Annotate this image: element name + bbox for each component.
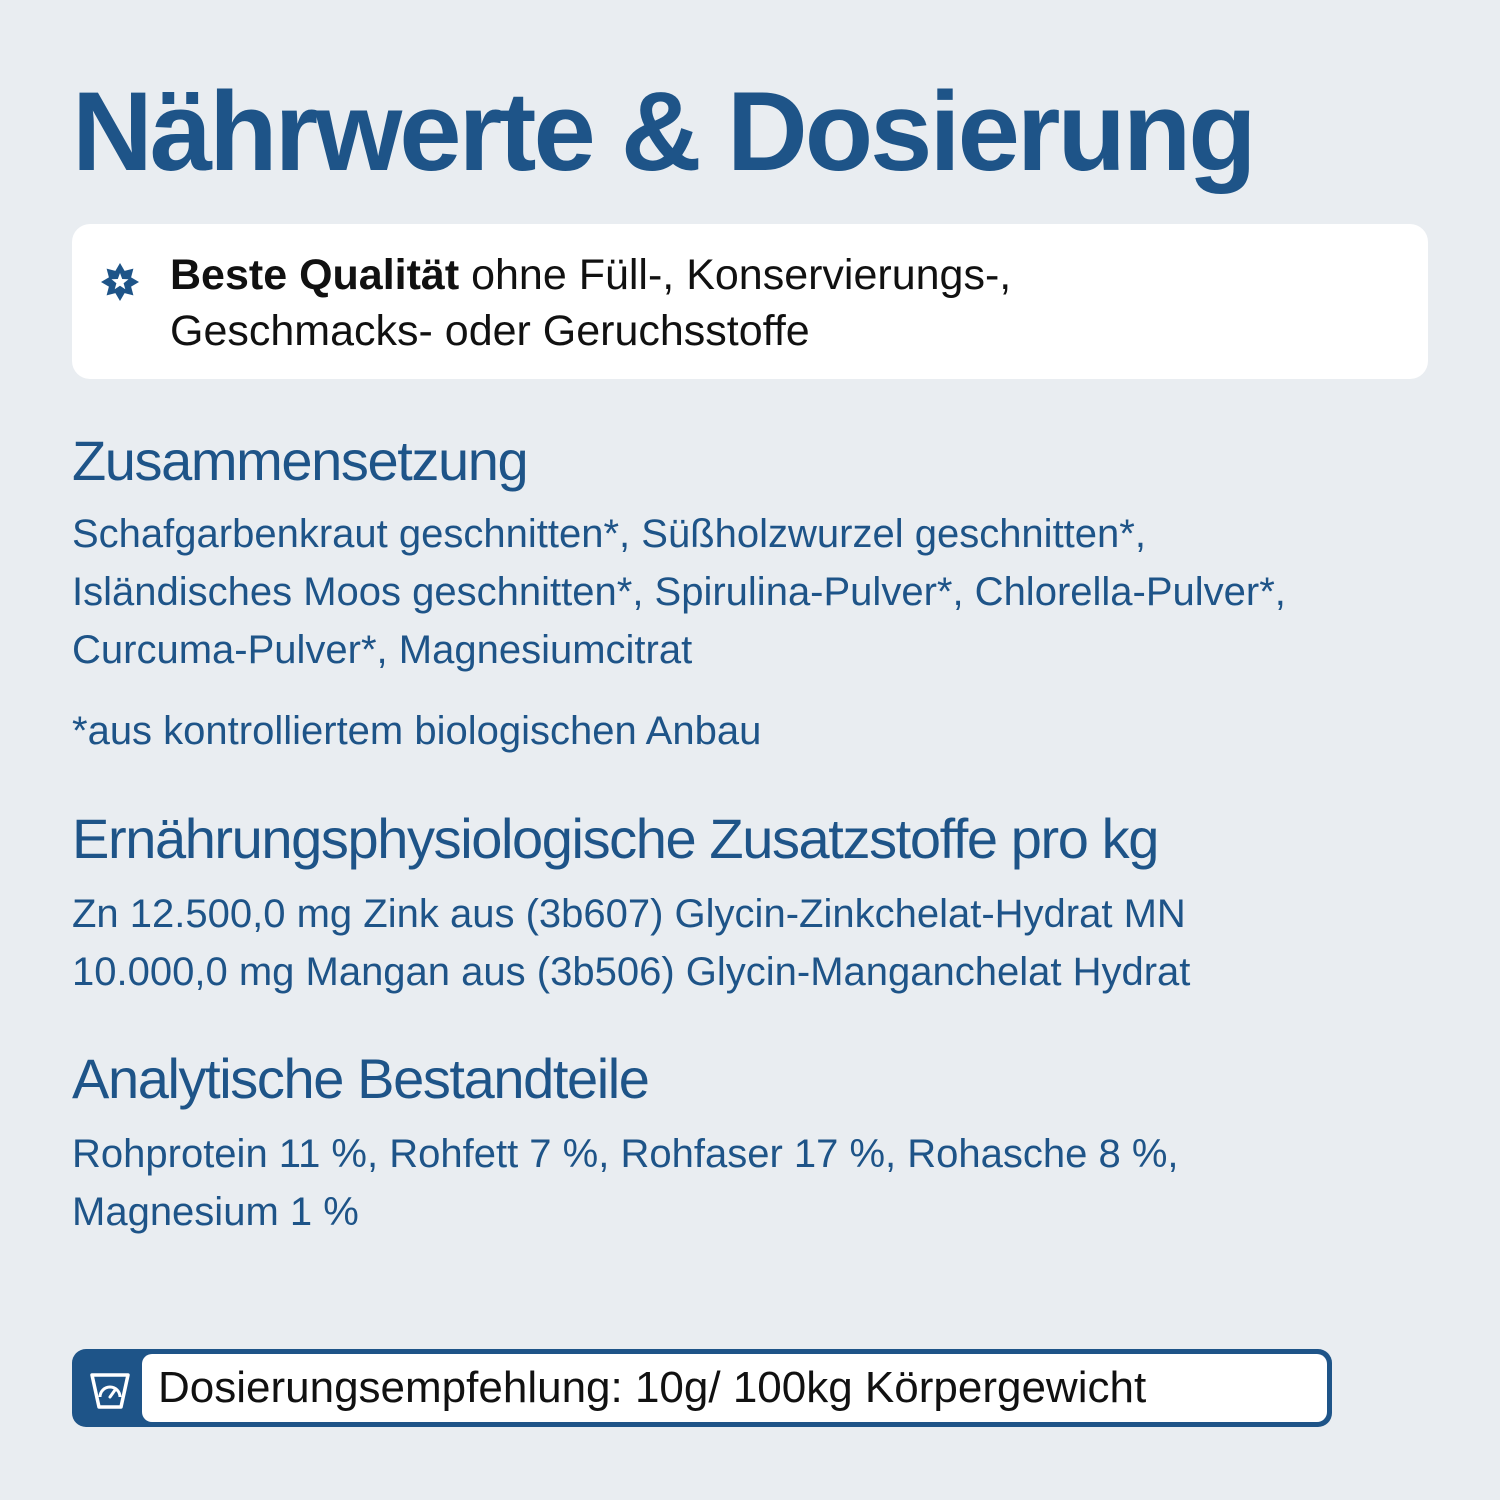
- composition-heading: Zusammensetzung: [72, 429, 528, 492]
- quality-banner: [72, 224, 1428, 379]
- quality-text-line2: Geschmacks- oder Geruchsstoffe: [170, 307, 810, 355]
- composition-list: [72, 505, 1452, 679]
- quality-statement: [170, 247, 1370, 359]
- analytics-list: [72, 1125, 1452, 1241]
- analytics-line: Rohprotein 11 %, Rohfett 7 %, Rohfaser 17 %, Rohasche 8 %,: [72, 1132, 1179, 1176]
- additives-heading: Ernährungsphysiologische Zusatzstoffe pro kg: [72, 807, 1159, 870]
- page-title: Nährwerte & Dosierung: [72, 69, 1254, 194]
- composition-footnote: *aus kontrolliertem biologischen Anbau: [72, 709, 762, 753]
- scale-icon: [88, 1367, 132, 1411]
- composition-line: Schafgarbenkraut geschnitten*, Süßholzwurzel geschnitten*,: [72, 512, 1146, 556]
- additives-list: [72, 885, 1452, 1001]
- dosage-recommendation: [72, 1349, 1332, 1427]
- composition-line: Isländisches Moos geschnitten*, Spirulina-Pulver*, Chlorella-Pulver*,: [72, 570, 1286, 614]
- quality-bold-text: Beste Qualität: [170, 251, 460, 299]
- analytics-line: Magnesium 1 %: [72, 1190, 359, 1234]
- dosage-text: Dosierungsempfehlung: 10g/ 100kg Körpergewicht: [158, 1363, 1147, 1412]
- composition-line: Curcuma-Pulver*, Magnesiumcitrat: [72, 628, 693, 672]
- analytics-heading: Analytische Bestandteile: [72, 1047, 649, 1110]
- additive-line: Zn 12.500,0 mg Zink aus (3b607) Glycin-Zinkchelat-Hydrat MN: [72, 892, 1186, 936]
- additive-line: 10.000,0 mg Mangan aus (3b506) Glycin-Manganchelat Hydrat: [72, 950, 1191, 994]
- quality-text-line1: ohne Füll-, Konservierungs-,: [459, 251, 1012, 299]
- dosage-text-box: [142, 1354, 1327, 1422]
- star-badge-icon: [100, 262, 140, 302]
